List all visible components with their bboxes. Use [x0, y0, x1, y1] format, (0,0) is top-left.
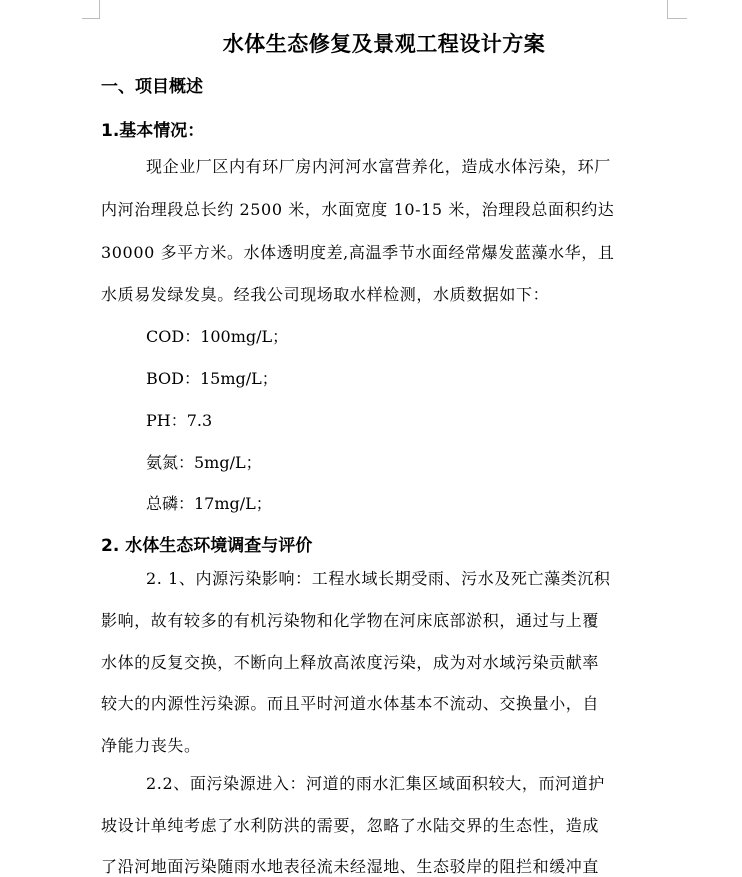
paragraph-line: 内河治理段总长约 2500 米，水面宽度 10-15 米，治理段总面积约达	[101, 200, 615, 219]
water-data-cod: COD：100mg/L；	[146, 327, 289, 346]
water-data-ph: PH：7.3	[146, 411, 213, 430]
paragraph-line: 坡设计单纯考虑了水利防洪的需要，忽略了水陆交界的生态性，造成	[101, 816, 600, 835]
paragraph-line: 2. 1、内源污染影响：工程水域长期受雨、污水及死亡藻类沉积	[146, 569, 611, 588]
water-data-phosphorus: 总磷：17mg/L；	[146, 494, 272, 513]
subsection-heading-basic-info: 1.基本情况：	[101, 121, 205, 141]
crop-mark-top-right-horizontal	[667, 18, 687, 19]
crop-mark-top-left-horizontal	[82, 18, 100, 19]
paragraph-line: 30000 多平方米。水体透明度差,高温季节水面经常爆发蓝藻水华，且	[101, 243, 615, 262]
crop-mark-top-left	[99, 0, 100, 18]
crop-mark-top-right	[667, 0, 668, 18]
paragraph-line: 水体的反复交换，不断向上释放高浓度污染，成为对水域污染贡献率	[101, 653, 600, 672]
paragraph-line: 2.2、面污染源进入：河道的雨水汇集区域面积较大，而河道护	[146, 774, 605, 793]
water-data-ammonia: 氨氮：5mg/L；	[146, 453, 262, 472]
paragraph-line: 影响，故有较多的有机污染物和化学物在河床底部淤积，通过与上覆	[101, 611, 600, 630]
water-data-bod: BOD：15mg/L；	[146, 369, 278, 388]
document-title: 水体生态修复及景观工程设计方案	[222, 32, 546, 56]
paragraph-line: 净能力丧失。	[101, 736, 201, 755]
subsection-heading-ecology-survey: 2. 水体生态环境调查与评价	[101, 536, 313, 556]
paragraph-line: 现企业厂区内有环厂房内河河水富营养化，造成水体污染，环厂	[146, 157, 611, 176]
section-heading-overview: 一、项目概述	[101, 77, 203, 97]
paragraph-line: 较大的内源性污染源。而且平时河道水体基本不流动、交换量小，自	[101, 694, 600, 713]
paragraph-line: 了沿河地面污染随雨水地表径流未经湿地、生态驳岸的阻拦和缓冲直	[101, 857, 600, 876]
paragraph-line: 水质易发绿发臭。经我公司现场取水样检测，水质数据如下：	[101, 285, 550, 304]
